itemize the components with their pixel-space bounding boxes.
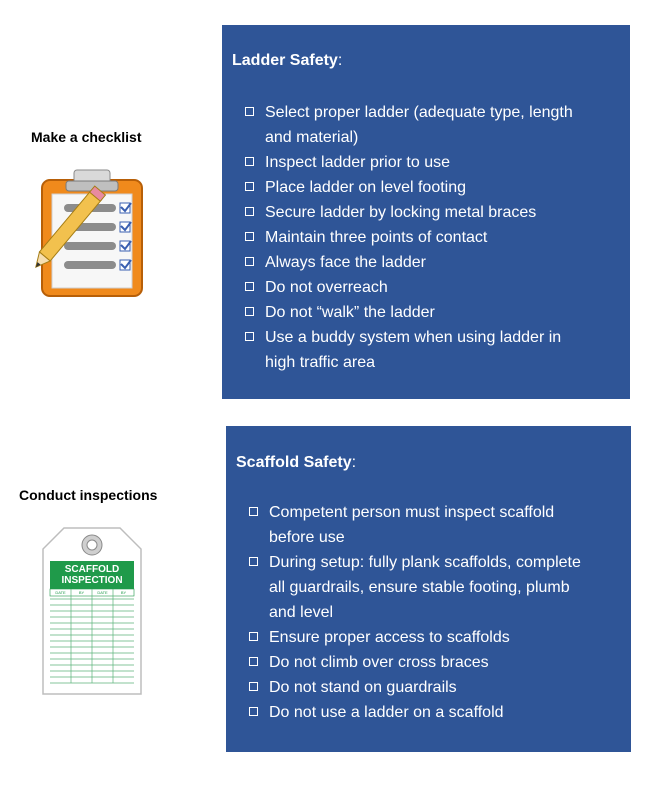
scaffold-safety-list <box>245 500 595 725</box>
checkbox-icon <box>245 207 254 216</box>
scaffold-safety-title <box>236 454 356 472</box>
list-item-text: Do not stand on guardrails <box>269 679 457 696</box>
list-item <box>241 225 581 250</box>
checkbox-icon <box>249 557 258 566</box>
list-item-text: Maintain three points of contact <box>265 229 488 246</box>
list-item <box>241 250 581 275</box>
list-item <box>241 325 581 375</box>
ladder-safety-title-text: Ladder Safety <box>232 52 338 69</box>
inspections-caption: Conduct inspections <box>19 487 158 503</box>
list-item-text: Competent person must inspect scaffold before use <box>269 504 555 546</box>
list-item <box>241 100 581 150</box>
ladder-safety-title <box>232 52 342 70</box>
tag-column-by-1: BY <box>78 590 85 595</box>
checkbox-icon <box>245 182 254 191</box>
list-item <box>245 700 595 725</box>
checkbox-icon <box>249 682 258 691</box>
tag-title-line1: SCAFFOLD <box>64 564 120 575</box>
checkbox-icon <box>245 107 254 116</box>
checkbox-icon <box>245 257 254 266</box>
list-item-text: Use a buddy system when using ladder in high traffic area <box>265 329 562 371</box>
checkbox-icon <box>249 632 258 641</box>
list-item-text: Do not use a ladder on a scaffold <box>269 704 504 721</box>
scaffold-safety-panel <box>226 426 631 752</box>
tag-title-line2: INSPECTION <box>61 575 123 586</box>
scaffold-safety-title-colon: : <box>351 454 357 471</box>
list-item-text: Do not overreach <box>265 279 388 296</box>
list-item-text: Ensure proper access to scaffolds <box>269 629 510 646</box>
tag-column-date-1: DATE <box>55 590 66 595</box>
list-item <box>241 300 581 325</box>
list-item <box>245 625 595 650</box>
list-item-text: Secure ladder by locking metal braces <box>265 204 537 221</box>
checkbox-icon <box>245 282 254 291</box>
list-item-text: Do not “walk” the ladder <box>265 304 435 321</box>
tag-column-by-2: BY <box>120 590 127 595</box>
list-item <box>241 150 581 175</box>
list-item-text: Select proper ladder (adequate type, length and material) <box>265 104 573 146</box>
ladder-safety-title-colon: : <box>337 52 343 69</box>
list-item <box>245 650 595 675</box>
checkbox-icon <box>245 157 254 166</box>
list-item-text: Do not climb over cross braces <box>269 654 489 671</box>
checkbox-icon <box>249 507 258 516</box>
list-item <box>241 200 581 225</box>
list-item-text: During setup: fully plank scaffolds, complete all guardrails, ensure stable footing, plumb and level <box>269 554 581 621</box>
list-item <box>241 175 581 200</box>
tag-column-date-2: DATE <box>97 590 108 595</box>
checkbox-icon <box>245 332 254 341</box>
checkbox-icon <box>245 307 254 316</box>
checkbox-icon <box>245 232 254 241</box>
list-item <box>245 550 595 625</box>
list-item <box>245 675 595 700</box>
checkbox-icon <box>249 707 258 716</box>
list-item-text: Inspect ladder prior to use <box>265 154 450 171</box>
list-item-text: Always face the ladder <box>265 254 426 271</box>
clipboard-checklist-icon <box>30 168 150 298</box>
scaffold-inspection-tag-icon <box>42 527 142 695</box>
checkbox-icon <box>249 657 258 666</box>
list-item <box>245 500 595 550</box>
list-item-text: Place ladder on level footing <box>265 179 467 196</box>
checklist-caption: Make a checklist <box>31 129 142 145</box>
scaffold-safety-title-text: Scaffold Safety <box>236 454 352 471</box>
ladder-safety-panel <box>222 25 630 399</box>
ladder-safety-list <box>241 100 581 375</box>
list-item <box>241 275 581 300</box>
